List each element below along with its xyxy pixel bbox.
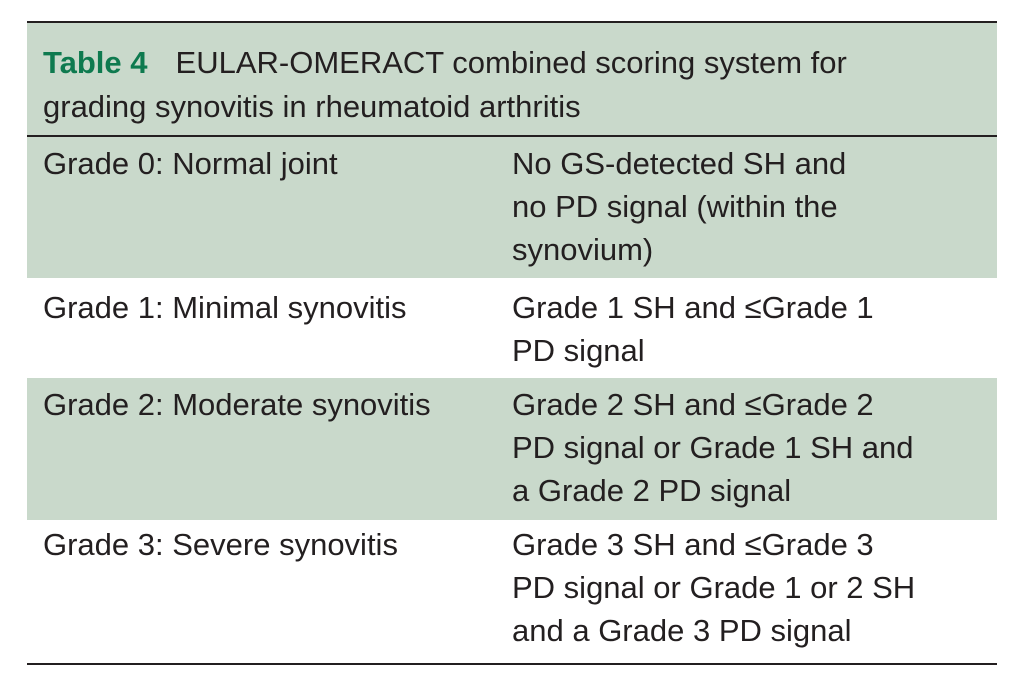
scoring-table (27, 21, 997, 665)
grade-cell: Grade 2: Moderate synovitis (43, 387, 431, 422)
description-line: Grade 3 SH and ≤Grade 3 (512, 527, 874, 562)
description-cell (512, 142, 997, 278)
grade-cell: Grade 0: Normal joint (43, 146, 338, 181)
table-label: Table 4 (43, 45, 148, 80)
description-cell (512, 523, 997, 663)
description-line: PD signal or Grade 1 or 2 SH (512, 570, 916, 605)
grade-cell: Grade 3: Severe synovitis (43, 527, 398, 562)
table-bottom-rule (27, 663, 997, 665)
description-line: PD signal (512, 333, 645, 368)
table-row (27, 520, 997, 663)
description-cell (512, 286, 997, 378)
caption-line-1 (43, 41, 981, 85)
description-line: Grade 2 SH and ≤Grade 2 (512, 387, 874, 422)
description-cell (512, 383, 997, 520)
description-line: and a Grade 3 PD signal (512, 613, 852, 648)
description-line: No GS-detected SH and (512, 146, 847, 181)
description-line: Grade 1 SH and ≤Grade 1 (512, 290, 874, 325)
table-row (27, 137, 997, 278)
table-title-line-2: grading synovitis in rheumatoid arthritis (43, 89, 581, 124)
description-line: a Grade 2 PD signal (512, 473, 792, 508)
table-row (27, 378, 997, 520)
description-line: synovium) (512, 232, 654, 267)
grade-cell: Grade 1: Minimal synovitis (43, 290, 407, 325)
table-caption (27, 23, 997, 137)
table-row (27, 278, 997, 378)
description-line: PD signal or Grade 1 SH and (512, 430, 914, 465)
description-line: no PD signal (within the (512, 189, 838, 224)
table-title-line-1: EULAR-OMERACT combined scoring system for (175, 45, 847, 80)
